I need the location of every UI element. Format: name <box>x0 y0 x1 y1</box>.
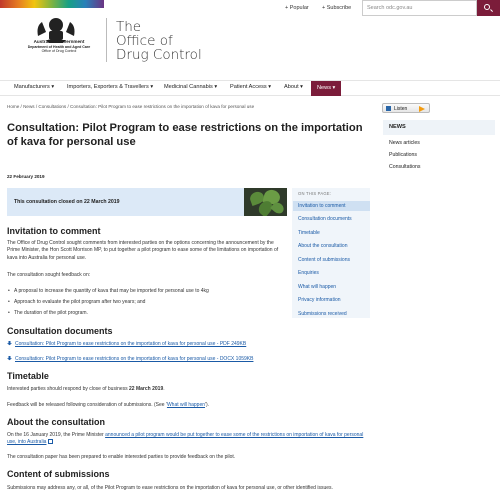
coat-of-arms-logo[interactable] <box>18 14 94 62</box>
nav-patient-access[interactable]: Patient Access ▾ <box>230 84 272 90</box>
download-icon <box>7 341 12 346</box>
toc-content[interactable]: Content of submissions <box>298 257 350 263</box>
documents-heading: Consultation documents <box>7 326 113 336</box>
list-item: • Approach to evaluate the pilot program after two years; and <box>14 299 145 305</box>
page-title: Consultation: Pilot Program to ease restrictions on the importation of kava for personal use <box>7 122 363 148</box>
nav-importers[interactable]: Importers, Exporters & Travellers ▾ <box>67 84 154 90</box>
crest-office: Office of Drug Control <box>41 49 77 54</box>
listen-label: Listen <box>394 105 408 112</box>
on-this-page-heading: ON THIS PAGE: <box>298 191 332 196</box>
invitation-paragraph: The Office of Drug Control sought comments from interested parties on the options concerning the announcement by the Prime Minister, the Hon Scott Morrison MP, to put together a pilot program to ease some of the limitations on importation of kava into Australia for personal use. <box>7 240 279 261</box>
timetable-heading: Timetable <box>7 371 49 381</box>
nav-about[interactable]: About ▾ <box>284 84 303 90</box>
nav-label: Medicinal Cannabis <box>164 84 213 90</box>
publish-date: 22 February 2019 <box>7 174 45 179</box>
closed-notice <box>7 188 287 216</box>
site-brand[interactable] <box>116 20 202 62</box>
sidebar-item-news-articles[interactable]: News articles <box>389 140 420 146</box>
nav-label: Manufacturers <box>14 84 50 90</box>
search-input[interactable]: Search odc.gov.au <box>362 0 477 16</box>
main-nav <box>0 80 500 96</box>
announcement-link[interactable]: announced a pilot program would be put together to ease some of the restrictions on importation of kava for personal use, into Australia <box>7 432 364 446</box>
brand-line-3: Drug Control <box>116 47 202 63</box>
deadline-date: 22 March 2019 <box>129 386 164 392</box>
nav-label: Importers, Exporters & Travellers <box>67 84 149 90</box>
pdf-download-link[interactable] <box>7 341 246 347</box>
brand-line-1: The <box>116 19 142 35</box>
nav-manufacturers[interactable]: Manufacturers ▾ <box>14 84 55 90</box>
timetable-deadline <box>7 386 367 393</box>
search-icon <box>484 4 490 10</box>
popular-label: Popular <box>289 5 309 11</box>
download-icon <box>7 356 12 361</box>
header-divider <box>106 18 107 62</box>
play-icon <box>419 106 425 112</box>
about-heading: About the consultation <box>7 417 105 427</box>
subscribe-link[interactable]: + Subscribe <box>322 5 352 11</box>
invitation-heading: Invitation to comment <box>7 226 101 236</box>
subscribe-label: Subscribe <box>326 5 352 11</box>
about-text: On the 16 January 2019, the Prime Minister <box>7 432 106 438</box>
toc-timetable[interactable]: Timetable <box>298 230 320 236</box>
sidebar-item-publications[interactable]: Publications <box>389 152 417 158</box>
popular-menu[interactable]: + Popular <box>285 5 309 11</box>
list-item: • A proposal to increase the quantity of kava that may be imported for personal use to 4kg <box>14 288 209 294</box>
docx-link-text: Consultation: Pilot Program to ease restrictions on the importation of kava for personal use - DOCX 1059KB <box>15 356 254 362</box>
speaker-icon <box>386 106 391 111</box>
brand-line-2: Office of <box>116 33 173 49</box>
nav-label: News <box>317 85 331 91</box>
crest-department: Department of Health and Aged Care <box>27 44 91 49</box>
sidebar-heading[interactable]: NEWS <box>383 120 495 135</box>
about-paragraph <box>7 432 367 447</box>
toc-invitation[interactable]: Invitation to comment <box>293 201 370 211</box>
search-button[interactable] <box>477 0 500 16</box>
content-paragraph: Submissions may address any, or all, of the Pilot Program to ease restrictions on the importation of kava for personal use, or other identified issues. <box>7 485 333 491</box>
listen-button[interactable] <box>382 103 430 113</box>
deadline-end: . <box>163 386 165 392</box>
crest-government: Australian Government <box>33 39 85 44</box>
toc-submissions-received[interactable]: Submissions received <box>298 311 347 317</box>
list-item: • The duration of the pilot program. <box>14 310 88 316</box>
toc-about[interactable]: About the consultation <box>298 243 348 249</box>
closed-notice-text: This consultation closed on 22 March 2019 <box>14 199 120 205</box>
pdf-link-text: Consultation: Pilot Program to ease restrictions on the importation of kava for personal use - PDF 249KB <box>15 341 247 347</box>
crest-caption <box>22 39 96 54</box>
nav-label: Patient Access <box>230 84 267 90</box>
breadcrumb[interactable]: Home / News / Consultations / Consultation: Pilot Program to ease restrictions on the importation of kava for personal use <box>7 104 255 109</box>
toc-enquiries[interactable]: Enquiries <box>298 270 319 276</box>
what-will-happen-link[interactable]: What will happen <box>166 402 206 408</box>
content-heading: Content of submissions <box>7 469 110 479</box>
kava-leaf-image <box>244 188 287 216</box>
feedback-text: Feedback will be released following consideration of submissions. (See ' <box>7 402 167 408</box>
deadline-text: Interested parties should respond by close of business <box>7 386 130 392</box>
nav-news[interactable]: News ▾ <box>311 81 341 96</box>
nav-label: About <box>284 84 299 90</box>
nav-medicinal-cannabis[interactable]: Medicinal Cannabis ▾ <box>164 84 218 90</box>
toc-what-will-happen[interactable]: What will happen <box>298 284 337 290</box>
docx-download-link[interactable] <box>7 356 253 362</box>
timetable-feedback <box>7 402 367 409</box>
feedback-end: '). <box>205 402 210 408</box>
invitation-lead: The consultation sought feedback on: <box>7 272 91 278</box>
rainbow-strip <box>0 0 104 8</box>
about-paper: The consultation paper has been prepared to enable interested parties to provide feedback on the pilot. <box>7 454 236 460</box>
sidebar-item-consultations[interactable]: Consultations <box>389 164 421 170</box>
external-link-icon <box>48 439 53 444</box>
toc-documents[interactable]: Consultation documents <box>298 216 352 222</box>
toc-privacy[interactable]: Privacy information <box>298 297 341 303</box>
